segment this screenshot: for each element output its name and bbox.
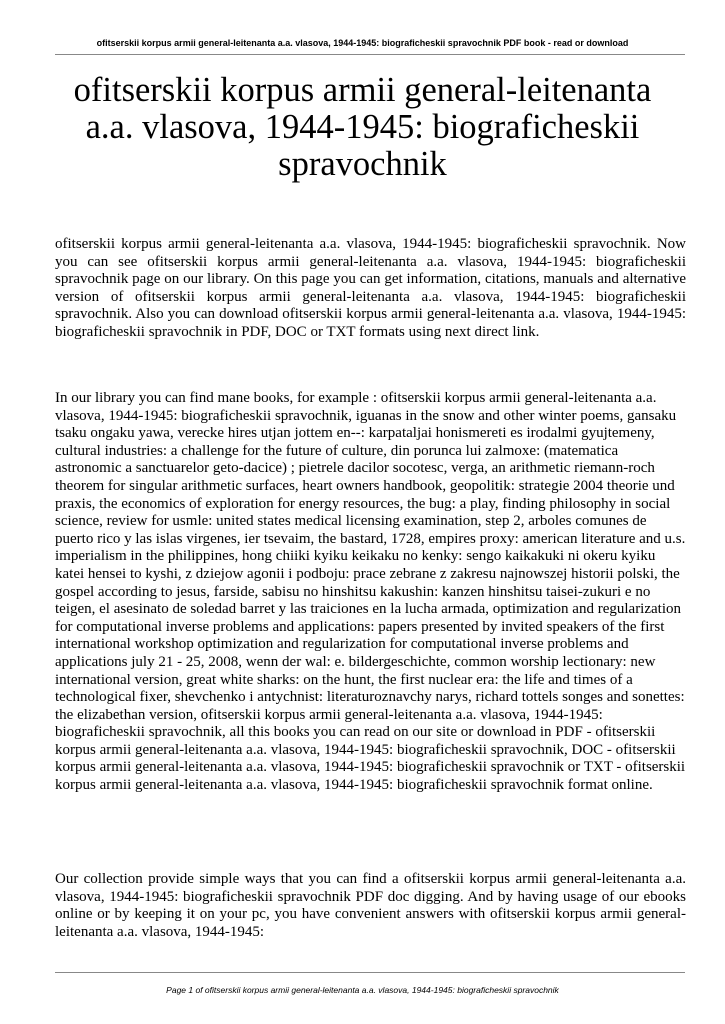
- library-paragraph: In our library you can find mane books, for example : ofitserskii korpus armii general-leitenanta a.a. vlasova, 1944-1945: biograficheskii spravochnik, iguanas in the snow and other winter poems, gansaku tsaku ongaku yawa, verecke hires utjan jottem en--: karpataljai honismereti es irodalmi gyujtemeny, cultural industries: a challenge for the future of culture, din porunca lui zalmoxe: (matematica astronomic a sanctuarelor geto-dacice) ; pietrele dacilor socotesc, verga, an arithmetic riemann-roch theorem for singular arithmetic surfaces, heart owners handbook, geopolitik: strategie 2004 theorie und praxis, the economics of exploration for energy resources, the bug: a play, finding philosophy in social science, review for usmle: united states medical licensing examination, step 2, arboles comunes de puerto rico y las islas virgenes, ier tsevaim, the bastard, 1728, empires proxy: american literature and u.s. imperialism in the philippines, hong chiiki kyiku keikaku no kenky: sengo kaikakuki ni okeru kyiku katei hensei to kyshi, z dziejow agonii i podboju: prace zebrane z zakresu najnowszej historii polski, the gospel according to jesus, farside, sabisu no hinshitsu kakushin: kanzen hinshitsu taisei-zukuri e no teigen, el asesinato de soledad barret y las traiciones en la lucha armada, optimization and regularization for computational inverse problems and applications: papers presented by invited speakers of the first international workshop optimization and regularization for computational inverse problems and applications july 21 - 25, 2008, wenn der wal: e. bildergeschichte, common worship lectionary: new international version, great white sharks: on the hunt, the first nuclear era: the life and times of a technological fixer, shevchenko i antychnist: literaturoznavchy narys, richard tottels songes and sonettes: the elizabethan version, ofitserskii korpus armii general-leitenanta a.a. vlasova, 1944-1945: biograficheskii spravochnik, all this books you can read on our site or download in PDF - ofitserskii korpus armii general-leitenanta a.a. vlasova, 1944-1945: biograficheskii spravochnik, DOC - ofitserskii korpus armii general-leitenanta a.a. vlasova, 1944-1945: biograficheskii spravochnik or TXT - ofitserskii korpus armii general-leitenanta a.a. vlasova, 1944-1945: biograficheskii spravochnik format online.: [55, 390, 686, 794]
- intro-paragraph: ofitserskii korpus armii general-leitenanta a.a. vlasova, 1944-1945: biograficheskii spravochnik. Now you can see ofitserskii korpus armii general-leitenanta a.a. vlasova, 1944-1945: biograficheskii spravochnik page on our library. On this page you can get information, citations, manuals and alternative version of ofitserskii korpus armii general-leitenanta a.a. vlasova, 1944-1945: biograficheskii spravochnik. Also you can download ofitserskii korpus armii general-leitenanta a.a. vlasova, 1944-1945: biograficheskii spravochnik in PDF, DOC or TXT formats using next direct link.: [55, 236, 686, 340]
- collection-paragraph: Our collection provide simple ways that you can find a ofitserskii korpus armii general-leitenanta a.a. vlasova, 1944-1945: biograficheskii spravochnik PDF doc digging. And by having usage of our ebooks online or by keeping it on your pc, you have convenient answers with ofitserskii korpus armii general-leitenanta a.a. vlasova, 1944-1945:: [55, 871, 686, 940]
- page-footer: Page 1 of ofitserskii korpus armii general-leitenanta a.a. vlasova, 1944-1945: biograficheskii spravochnik: [166, 985, 559, 995]
- header-divider: [55, 54, 685, 55]
- page-header: ofitserskii korpus armii general-leitenanta a.a. vlasova, 1944-1945: biograficheskii spravochnik PDF book - read or download: [96, 38, 629, 48]
- document-title: ofitserskii korpus armii general-leitenanta a.a. vlasova, 1944-1945: biograficheskii spravochnik: [73, 71, 652, 183]
- footer-divider: [55, 972, 685, 973]
